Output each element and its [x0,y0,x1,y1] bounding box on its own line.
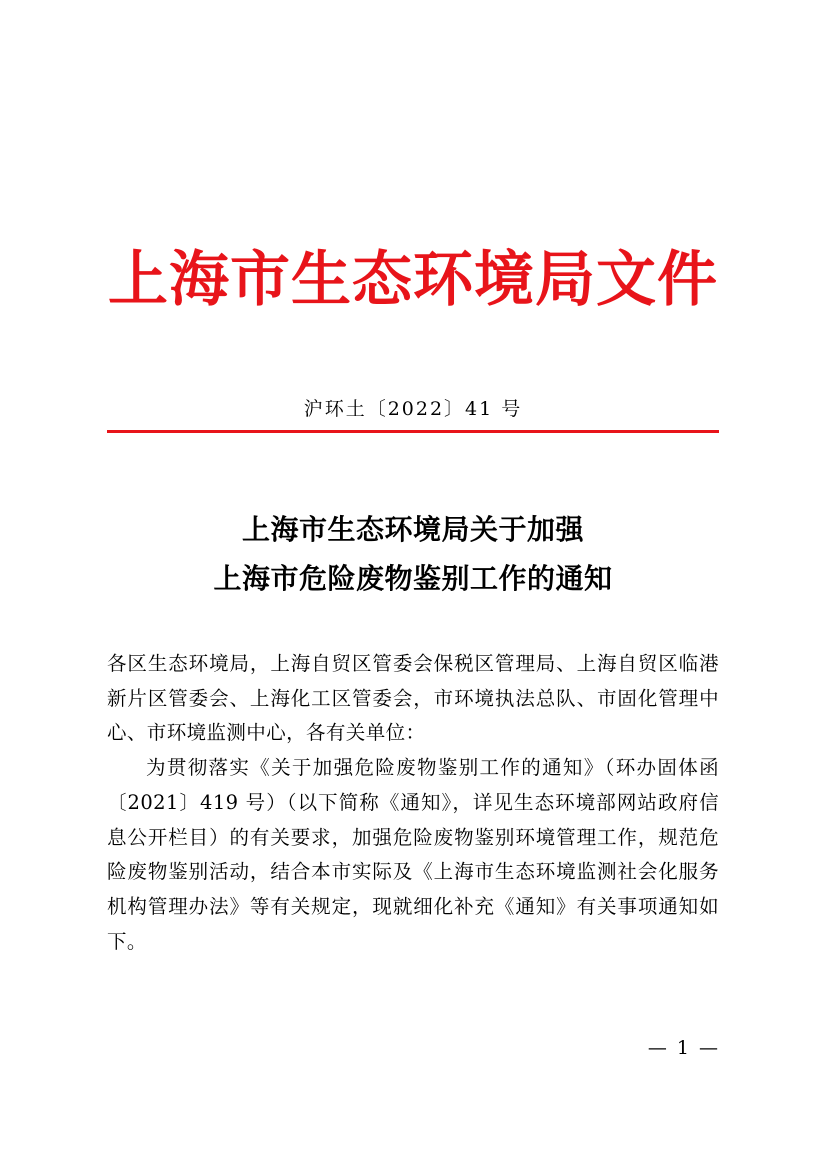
page-number: — 1 — [647,1037,720,1059]
document-title-line-1: 上海市生态环境局关于加强 [241,513,584,546]
body-paragraph: 为贯彻落实《关于加强危险废物鉴别工作的通知》（环办固体函〔2021〕419 号）（以下简称《通知》，详见生态环境部网站政府信息公开栏目）的有关要求，加强危险废物鉴别环境管理工作，规范危险废物鉴别活动，结合本市实际及《上海市生态环境监测社会化服务机构管理办法》等有关规定，现就细化补充《通知》有关事项通知如下。 [107,756,719,953]
salutation: 各区生态环境局，上海自贸区管委会保税区管理局、上海自贸区临港新片区管委会、上海化工区管委会，市环境执法总队、市固化管理中心、市环境监测中心，各有关单位： [107,652,719,745]
red-divider-line [107,430,719,433]
issuer-title: 上海市生态环境局文件 [108,245,718,315]
document-title [0,505,826,603]
document-title-line-2: 上海市危险废物鉴别工作的通知 [213,562,613,595]
document-number: 沪环土〔2022〕41 号 [303,398,523,420]
document-body [107,647,719,959]
